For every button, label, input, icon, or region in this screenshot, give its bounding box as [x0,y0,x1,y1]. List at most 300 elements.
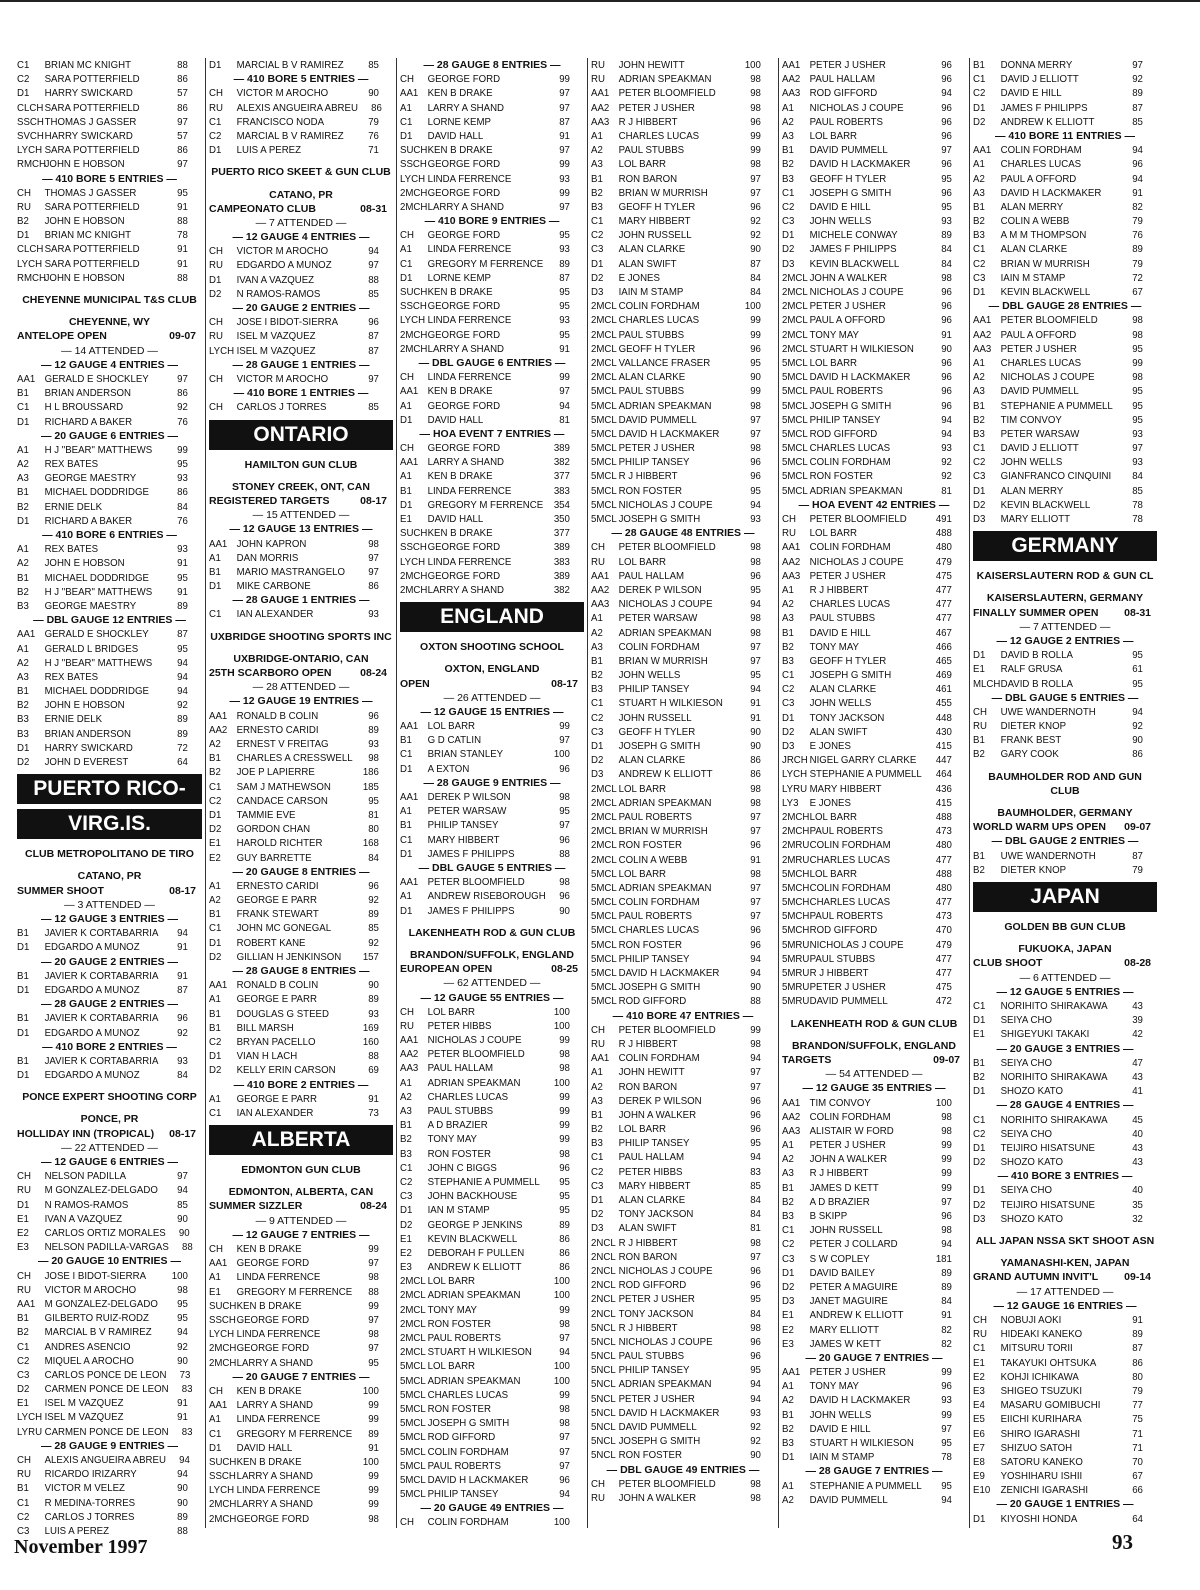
result-row [591,1094,774,1108]
gauge-header: — 20 GAUGE 6 ENTRIES — [40,429,179,442]
result-row [17,1467,201,1481]
shooter-name: MARY HIBBERT [618,215,691,228]
score: 89 [177,1510,188,1523]
shooter-name: RON FOSTER [427,1147,491,1160]
result-row [400,384,583,398]
class-code: C1 [17,1340,30,1353]
result-row [209,851,392,865]
result-row [400,1132,583,1146]
score: 86 [371,101,382,114]
score: 84 [1132,470,1143,483]
class-code: E1 [400,513,412,525]
score: 91 [1132,1314,1143,1327]
gauge-header: — 12 GAUGE 19 ENTRIES — [229,695,373,708]
shooter-name: SHOZO KATO [1000,1212,1064,1225]
score: 75 [1132,1413,1143,1426]
result-row [973,172,1156,186]
shooter-name: REX BATES [44,543,99,556]
shooter-name: E JONES [809,796,851,809]
shooter-name: EDGARDO A MUNOZ [44,1026,140,1039]
shooter-name: PETER WARSAW [1000,427,1080,440]
shooter-name: ROD GIFFORD [618,1279,687,1292]
score: 100 [744,300,761,313]
class-code: 5MCH [782,910,810,923]
shooter-name: TIM CONVOY [1000,413,1062,426]
shooter-name: DAVID PUMMELL [809,144,888,157]
score: 477 [935,598,952,611]
score: 99 [941,1408,952,1421]
score: 479 [935,938,952,951]
shooter-name: MARY HIBBERT [427,833,500,846]
attendance: — 7 ATTENDED — [255,216,347,229]
class-code: 5MCH [782,867,810,880]
class-code: D1 [17,1026,30,1039]
result-row [973,313,1156,327]
class-code: A2 [782,1394,794,1407]
shooter-name: R MEDINA-TORRES [44,1496,136,1509]
score: 98 [750,626,761,639]
score: 85 [368,922,379,935]
class-code: C3 [591,725,604,738]
result-row [209,58,392,72]
result-row [591,1122,774,1136]
class-code: 5MCL [400,1402,426,1415]
result-row [782,1138,965,1152]
shooter-name: CHARLES LUCAS [618,924,700,937]
class-code: D1 [591,257,604,270]
shooter-name: PETER J USHER [809,569,886,582]
event-name: TARGETS [782,1053,832,1066]
shooter-name: RALF GRUSA [1000,663,1063,676]
shooter-name: COLIN FORDHAM [809,839,891,852]
result-row [973,1483,1156,1497]
result-row [400,790,583,804]
class-code: AA1 [400,791,419,804]
class-code: E2 [400,1246,412,1259]
class-code: B2 [591,669,603,682]
result-row [400,1374,583,1388]
result-row [782,157,965,171]
class-code: B1 [400,1119,412,1132]
class-code: 5MCL [782,385,808,398]
class-code: C3 [400,1190,413,1203]
result-row [973,1084,1156,1098]
result-row [400,1104,583,1118]
class-code: D1 [17,229,30,242]
shooter-name: EIICHI KURIHARA [1000,1413,1082,1426]
class-code: LYCH [400,314,426,327]
result-row [591,1406,774,1420]
result-row [782,909,965,923]
score: 92 [750,1421,761,1433]
score: 87 [368,330,379,343]
class-code: 2MCL [782,286,808,298]
shooter-name: LUIS A PEREZ [44,1524,110,1537]
shooter-name: R J HIBBERT [809,583,869,596]
score: 96 [1132,158,1143,171]
result-row [782,526,965,540]
gauge-header: — 20 GAUGE 8 ENTRIES — [232,865,370,878]
result-row [400,1402,583,1416]
score: 78 [941,1451,952,1464]
score: 90 [750,371,761,384]
result-row [17,712,201,726]
shooter-name: CHARLES LUCAS [427,1388,509,1401]
score: 98 [750,555,761,568]
score: 96 [750,470,761,483]
score: 88 [177,1524,188,1537]
class-code: C1 [973,73,986,86]
class-code: A3 [591,158,603,171]
shooter-name: EDGARDO A MUNOZ [44,941,140,954]
score: 94 [559,1488,570,1501]
score: 92 [177,1340,188,1353]
result-row [591,271,774,285]
score: 89 [177,599,188,612]
score: 98 [750,867,761,880]
shooter-name: SARA POTTERFIELD [44,243,140,256]
class-code: 5MCL [400,1388,426,1401]
shooter-name: ANDREW K ELLIOTT [427,1261,522,1274]
score: 47 [1132,1056,1143,1069]
result-row [782,824,965,838]
shooter-name: ISEL M VAZQUEZ [236,344,316,357]
score: 94 [941,1493,952,1506]
score: 96 [941,356,952,369]
shooter-name: ADRIAN SPEAKMAN [618,1378,712,1391]
score: 488 [935,810,952,823]
shooter-name: IVAN A VAZQUEZ [236,273,315,286]
score: 84 [941,1295,952,1308]
result-row [782,1223,965,1237]
score: 92 [1132,720,1143,733]
class-code: B3 [17,713,29,726]
shooter-name: THOMAS J GASSER [44,186,137,199]
class-code: AA2 [782,73,801,86]
score: 99 [750,144,761,157]
shooter-name: ANDRES ASENCIO [44,1340,131,1353]
class-code: C1 [973,1342,986,1355]
score: 86 [177,73,188,86]
score: 97 [177,115,188,128]
result-row [973,157,1156,171]
class-code: D1 [973,1184,986,1197]
result-row [782,271,965,285]
result-row [400,875,583,889]
score: 350 [553,513,570,525]
score: 97 [559,101,570,114]
shooter-name: JAMES W KETT [809,1337,881,1350]
event-line [973,956,1157,970]
club-heading: PONCE, PR [80,1113,139,1126]
class-code: B2 [209,766,221,779]
result-row [209,115,392,129]
class-code: B2 [973,413,985,426]
shooter-name: ROD GIFFORD [809,924,878,937]
class-code: RU [17,1184,31,1197]
class-code: 2MCL [591,853,617,866]
class-code: 5MCL [782,371,808,384]
class-code: 2MCH [400,328,428,341]
score: 96 [941,129,952,142]
shooter-name: GEORGE MAESTRY [44,599,137,612]
result-row [973,1113,1156,1127]
result-row [591,384,774,398]
class-code: 5NCL [591,1435,616,1448]
result-row [591,469,774,483]
score: 94 [941,87,952,100]
score: 86 [177,144,188,157]
class-code: A1 [400,243,412,256]
score: 94 [941,1238,952,1251]
score: 97 [559,200,570,213]
score: 96 [941,286,952,298]
shooter-name: DIETER KNOP [1000,720,1067,733]
shooter-name: LINDA FERRENCE [427,243,512,256]
score: 477 [935,612,952,625]
class-code: E7 [973,1441,985,1454]
score: 93 [941,1394,952,1407]
score: 97 [750,640,761,653]
result-row [973,384,1156,398]
result-row [17,1496,201,1510]
score: 96 [941,385,952,398]
score: 98 [750,1477,761,1490]
shooter-name: GEORGE FORD [427,541,501,554]
shooter-name: LINDA FERRENCE [427,484,512,497]
shooter-name: ALAN SWIFT [809,725,868,738]
shooter-name: GEOFF H TYLER [809,172,887,185]
result-row [782,1110,965,1124]
result-row [400,889,583,903]
shooter-name: SEIYA CHO [1000,1014,1052,1027]
score: 96 [177,1012,188,1025]
score: 39 [1132,1014,1143,1027]
result-row [973,143,1156,157]
result-row [400,526,583,540]
shooter-name: LOL BARR [618,782,667,795]
score: 35 [1132,1198,1143,1211]
class-code: B1 [782,626,794,639]
score: 95 [559,300,570,313]
class-code: B2 [17,500,29,513]
event-line [209,1199,393,1213]
club-heading: BAUMHOLDER ROD AND GUN CLUB [988,770,1142,797]
score: 88 [177,215,188,228]
result-row [400,1019,583,1033]
score: 96 [750,342,761,355]
shooter-name: COLIN A WEBB [1000,215,1070,228]
class-code: D1 [782,1266,795,1279]
result-row [782,441,965,455]
class-code: CH [400,442,414,455]
class-code: A2 [591,1080,603,1093]
class-code: B2 [17,585,29,598]
class-code: D3 [591,286,604,298]
result-row [973,342,1156,356]
result-row [17,372,201,386]
result-row [973,1370,1156,1384]
class-code: 5MCL [400,1360,426,1373]
shooter-name: PETER HIBBS [618,1165,683,1178]
club-heading: EDMONTON GUN CLUB [241,1164,361,1177]
shooter-name: JOHN KAPRON [236,537,307,550]
score: 95 [559,229,570,242]
score: 93 [177,543,188,556]
score: 97 [559,819,570,832]
class-code: 2MCH [782,810,810,823]
score: 97 [368,372,379,385]
result-row [782,299,965,313]
region-banner: JAPAN [973,882,1157,912]
shooter-name: CANDACE CARSON [236,794,328,807]
score: 96 [941,186,952,199]
score: 89 [941,1280,952,1293]
class-code: AA2 [591,101,610,114]
shooter-name: REX BATES [44,670,99,683]
score: 99 [559,720,570,733]
score: 93 [559,314,570,327]
result-row [782,838,965,852]
gauge-header: — 12 GAUGE 35 ENTRIES — [802,1082,946,1095]
event-line [209,494,393,508]
score: 91 [750,697,761,710]
shooter-name: RON FOSTER [427,1317,491,1330]
result-row [782,228,965,242]
result-row [973,370,1156,384]
club-heading: GOLDEN BB GUN CLUB [1004,921,1126,934]
result-row [782,512,965,526]
result-row [782,994,965,1008]
result-row [782,555,965,569]
class-code: C2 [591,229,604,242]
result-row [400,1445,583,1459]
shooter-name: NICHOLAS J COUPE [618,498,713,511]
event-line [973,820,1157,834]
result-row [782,413,965,427]
score: 95 [1132,399,1143,412]
score: 98 [559,876,570,889]
class-code: B1 [782,1408,794,1421]
score: 94 [177,1326,188,1339]
score: 94 [177,670,188,683]
result-row [591,342,774,356]
shooter-name: DAVID B ROLLA [1000,677,1073,690]
shooter-name: LINDA FERRENCE [236,1484,321,1497]
score: 96 [559,1161,570,1174]
shooter-name: N RAMOS-RAMOS [44,1198,129,1211]
score: 89 [1132,87,1143,100]
results-page [14,58,1164,1537]
shooter-name: ADRIAN SPEAKMAN [809,484,903,497]
score: 89 [368,908,379,921]
result-row [400,370,583,384]
result-row [782,938,965,952]
shooter-name: RON BARON [618,172,678,185]
shooter-name: PETER BLOOMFIELD [618,1023,716,1036]
class-code: AA3 [782,569,801,582]
score: 57 [177,87,188,100]
score: 98 [368,752,379,765]
shooter-name: NICHOLAS J COUPE [427,1034,522,1047]
class-code: E1 [782,1309,794,1322]
result-row [209,1299,392,1313]
result-row [591,86,774,100]
result-row [400,1175,583,1189]
class-code: 5MCH [782,896,810,909]
class-code: RMCH [17,158,46,171]
class-code: D2 [973,1156,986,1169]
result-row [400,242,583,256]
gauge-header: — 28 GAUGE 2 ENTRIES — [40,998,179,1011]
result-row [591,285,774,299]
gauge-header: — 12 GAUGE 16 ENTRIES — [993,1299,1137,1312]
result-row [17,386,201,400]
result-row [209,794,392,808]
result-row [973,999,1156,1013]
shooter-name: DAVID HALL [427,129,484,142]
score: 100 [553,1360,570,1373]
result-row [782,796,965,810]
shooter-name: SEIYA CHO [1000,1127,1052,1140]
score: 99 [559,1303,570,1316]
class-code: B1 [209,1021,221,1034]
score: 181 [935,1252,952,1265]
result-row [591,611,774,625]
shooter-name: KEN B DRAKE [427,87,493,100]
score: 95 [177,571,188,584]
shooter-name: LINDA FERRENCE [427,172,512,185]
score: 99 [559,186,570,199]
score: 95 [177,1297,188,1310]
class-code: CH [591,541,605,554]
score: 98 [177,1283,188,1296]
shooter-name: IAIN M STAMP [809,1451,875,1464]
score: 96 [941,59,952,71]
class-code: AA1 [17,628,36,641]
gauge-header: — 28 GAUGE 7 ENTRIES — [805,1465,943,1478]
result-row [17,1325,201,1339]
shooter-name: PAUL ROBERTS [427,1332,501,1345]
shooter-name: JOHN WELLS [809,697,872,710]
result-row [591,952,774,966]
score: 64 [1132,1512,1143,1525]
score: 92 [941,470,952,483]
result-row [209,1441,392,1455]
score: 91 [177,1411,188,1424]
class-code: B2 [591,1123,603,1136]
result-row [591,484,774,498]
class-code: AA1 [209,979,228,992]
shooter-name: CARMEN PONCE DE LEON [44,1383,169,1396]
club-heading: EDMONTON, ALBERTA, CAN [228,1186,374,1199]
class-code: A1 [591,1066,603,1079]
shooter-name: GEORGE E PARR [236,1092,317,1105]
class-code: CH [209,316,223,329]
shooter-name: ROD GIFFORD [809,427,878,440]
shooter-name: PAUL HALLAM [809,73,876,86]
shooter-name: ZENICHI IGARASHI [1000,1484,1089,1497]
score: 90 [177,1482,188,1495]
class-code: B2 [973,748,985,761]
score: 96 [750,1094,761,1107]
class-code: SSCH [400,541,427,554]
result-row [400,1473,583,1487]
class-code: A2 [17,557,29,570]
class-code: C2 [973,456,986,469]
class-code: CH [973,1314,987,1327]
shooter-name: NICHOLAS J COUPE [618,598,713,611]
